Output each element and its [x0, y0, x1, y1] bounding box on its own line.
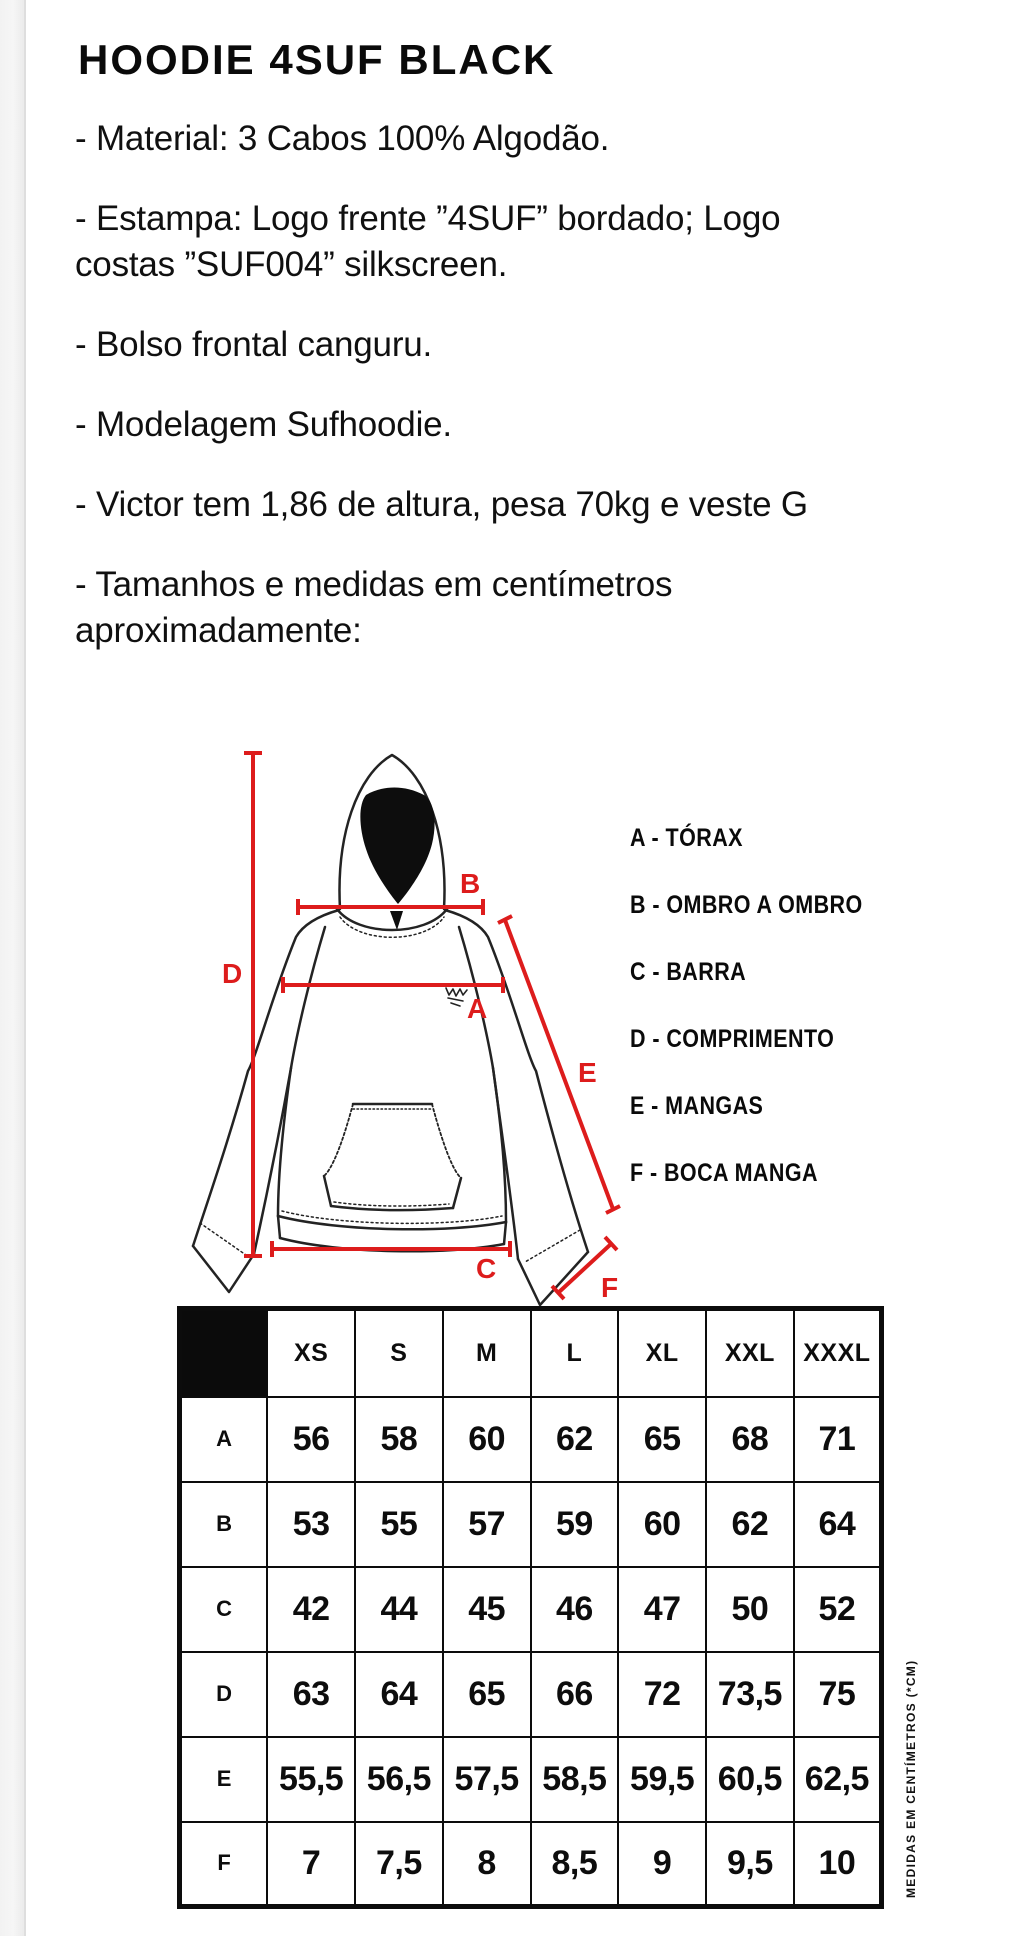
- size-cell: 63: [267, 1652, 355, 1737]
- table-row: [180, 1397, 882, 1482]
- measure-label-e: E: [578, 1057, 597, 1088]
- size-column-header: XXXL: [794, 1309, 882, 1397]
- size-column-header: XS: [267, 1309, 355, 1397]
- size-cell: 9: [618, 1822, 706, 1907]
- description-paragraph: [75, 196, 905, 288]
- size-cell: 55: [355, 1482, 443, 1567]
- size-cell: 73,5: [706, 1652, 794, 1737]
- right-cuff-stitch: [525, 1230, 580, 1262]
- size-cell: 59,5: [618, 1737, 706, 1822]
- description-line: - Tamanhos e medidas em centímetros: [75, 565, 673, 604]
- size-cell: 65: [618, 1397, 706, 1482]
- measure-label-d: D: [222, 958, 243, 989]
- size-cell: 7,5: [355, 1822, 443, 1907]
- size-column-header: L: [531, 1309, 619, 1397]
- pocket-bottom: [331, 1206, 453, 1210]
- size-column-header: XXL: [706, 1309, 794, 1397]
- legend-item-ombro: B - OMBRO A OMBRO: [630, 891, 863, 919]
- measure-label-b: B: [460, 868, 481, 899]
- size-cell: 59: [531, 1482, 619, 1567]
- size-cell: 56,5: [355, 1737, 443, 1822]
- size-cell: 50: [706, 1567, 794, 1652]
- size-cell: 47: [618, 1567, 706, 1652]
- table-row: [180, 1482, 882, 1567]
- size-cell: 65: [443, 1652, 531, 1737]
- product-description: [75, 116, 905, 688]
- size-column-header: XL: [618, 1309, 706, 1397]
- left-sleeve-inner: [254, 1068, 291, 1254]
- pocket-side-left: [324, 1104, 353, 1176]
- size-cell: 10: [794, 1822, 882, 1907]
- size-cell: 62: [531, 1397, 619, 1482]
- description-paragraph: [75, 482, 905, 528]
- size-cell: 62: [706, 1482, 794, 1567]
- description-line: - Material: 3 Cabos 100% Algodão.: [75, 119, 610, 158]
- size-cell: 52: [794, 1567, 882, 1652]
- size-cell: 8,5: [531, 1822, 619, 1907]
- size-cell: 53: [267, 1482, 355, 1567]
- size-cell: 60: [443, 1397, 531, 1482]
- drawstring: [390, 911, 403, 930]
- size-cell: 57: [443, 1482, 531, 1567]
- measure-row-label: F: [180, 1822, 268, 1907]
- neckline-stitch: [340, 917, 444, 937]
- legend-item-torax: A - TÓRAX: [630, 824, 743, 852]
- size-cell: 72: [618, 1652, 706, 1737]
- size-cell: 44: [355, 1567, 443, 1652]
- measure-line-d: [244, 753, 262, 1256]
- left-cuff: [193, 1246, 254, 1292]
- description-paragraph: [75, 116, 905, 162]
- measure-label-c: C: [476, 1253, 497, 1284]
- table-row: [180, 1652, 882, 1737]
- size-cell: 42: [267, 1567, 355, 1652]
- size-cell: 9,5: [706, 1822, 794, 1907]
- size-cell: 55,5: [267, 1737, 355, 1822]
- table-header-row: [180, 1309, 882, 1397]
- description-line: - Modelagem Sufhoodie.: [75, 405, 452, 444]
- size-cell: 57,5: [443, 1737, 531, 1822]
- size-cell: 58: [355, 1397, 443, 1482]
- size-cell: 45: [443, 1567, 531, 1652]
- pocket-bottom-stitch: [334, 1202, 449, 1206]
- measure-row-label: B: [180, 1482, 268, 1567]
- legend-item-mangas: E - MANGAS: [630, 1092, 764, 1120]
- measure-row-label: A: [180, 1397, 268, 1482]
- hem-cap-right: [504, 1222, 506, 1244]
- size-cell: 71: [794, 1397, 882, 1482]
- size-cell: 64: [355, 1652, 443, 1737]
- pocket-side-right: [432, 1104, 461, 1178]
- table-row: [180, 1822, 882, 1907]
- pocket-corner-left: [324, 1176, 331, 1206]
- hood-opening: [360, 788, 434, 905]
- description-line: costas ”SUF004” silkscreen.: [75, 245, 508, 284]
- measure-row-label: E: [180, 1737, 268, 1822]
- page-title: HOODIE 4SUF BLACK: [78, 36, 556, 83]
- measurement-legend: [630, 824, 901, 1226]
- size-cell: 58,5: [531, 1737, 619, 1822]
- measurement-diagram: [140, 725, 660, 1310]
- measure-row-label: D: [180, 1652, 268, 1737]
- measure-line-e: [498, 916, 620, 1213]
- pocket-corner-right: [453, 1178, 461, 1208]
- size-cell: 64: [794, 1482, 882, 1567]
- size-cell: 75: [794, 1652, 882, 1737]
- corner-cell: [180, 1309, 268, 1397]
- size-cell: 68: [706, 1397, 794, 1482]
- size-cell: 62,5: [794, 1737, 882, 1822]
- table-row: [180, 1737, 882, 1822]
- legend-item-boca-manga: F - BOCA MANGA: [630, 1159, 818, 1187]
- size-cell: 56: [267, 1397, 355, 1482]
- description-line: - Victor tem 1,86 de altura, pesa 70kg e veste G: [75, 485, 808, 524]
- screen-edge-shadow: [0, 0, 26, 1936]
- size-cell: 46: [531, 1567, 619, 1652]
- measure-row-label: C: [180, 1567, 268, 1652]
- measure-label-f: F: [601, 1272, 619, 1303]
- hem-cap-left: [278, 1216, 280, 1238]
- size-column-header: S: [355, 1309, 443, 1397]
- size-cell: 60: [618, 1482, 706, 1567]
- size-cell: 60,5: [706, 1737, 794, 1822]
- chest-logo: [446, 988, 467, 1006]
- description-line: - Estampa: Logo frente ”4SUF” bordado; Logo: [75, 199, 781, 238]
- description-line: - Bolso frontal canguru.: [75, 325, 433, 364]
- legend-item-comprimento: D - COMPRIMENTO: [630, 1025, 835, 1053]
- measure-label-a: A: [467, 993, 488, 1024]
- size-column-header: M: [443, 1309, 531, 1397]
- description-paragraph: [75, 322, 905, 368]
- size-cell: 66: [531, 1652, 619, 1737]
- left-cuff-stitch: [200, 1223, 246, 1255]
- size-cell: 8: [443, 1822, 531, 1907]
- right-raglan-seam: [459, 927, 506, 1222]
- left-raglan-seam: [278, 927, 325, 1216]
- size-table: [177, 1306, 884, 1909]
- table-row: [180, 1567, 882, 1652]
- legend-item-barra: C - BARRA: [630, 958, 747, 986]
- description-line: aproximadamente:: [75, 611, 362, 650]
- description-paragraph: [75, 402, 905, 448]
- description-paragraph: [75, 562, 905, 654]
- units-side-note: MEDIDAS EM CENTÍMETROS (*CM): [904, 1659, 918, 1898]
- measure-line-a: [283, 977, 503, 993]
- size-cell: 7: [267, 1822, 355, 1907]
- hem-stitch: [282, 1211, 502, 1223]
